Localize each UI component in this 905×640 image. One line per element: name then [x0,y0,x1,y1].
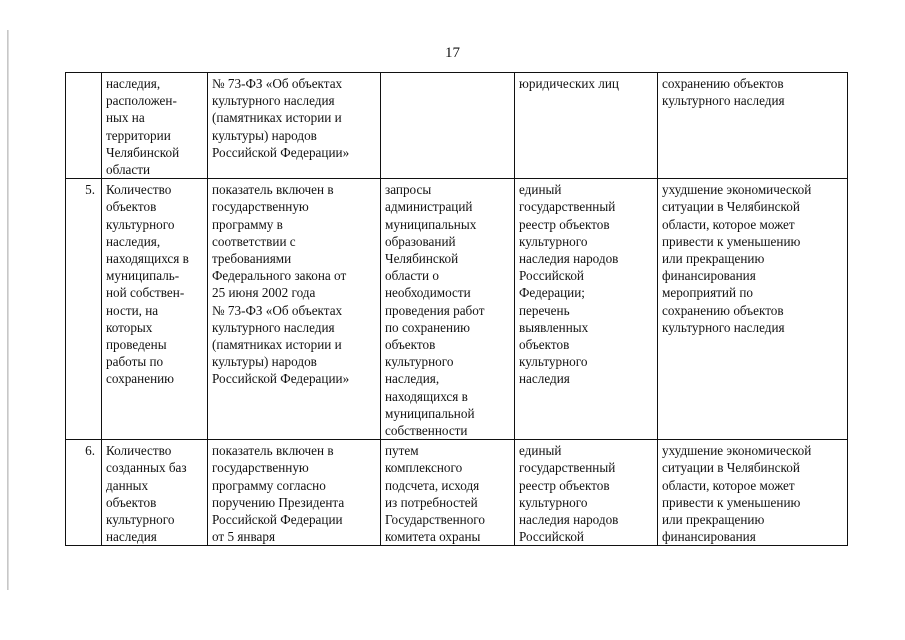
cell-text-line: комитета охраны [385,529,481,545]
cell-text-line: мероприятий по [662,285,753,301]
cell-text-line: Российской Федерации [212,512,343,528]
cell-text-line: показатель включен в [212,182,334,198]
cell-text-line: объектов [106,199,157,215]
cell-text-line: культурного [385,354,454,370]
indicator-name-cell [102,179,208,440]
cell-text-line: ности, на [106,302,159,318]
cell-text-line: наследия, [106,76,161,91]
cell-text-line: № 73-ФЗ «Об объектах [212,302,343,318]
cell-text-line: подсчета, исходя [385,477,480,493]
cell-text-line: культурного [519,494,588,510]
cell-text-line: культурного наследия [212,319,335,335]
cell-text-line: наследия [519,371,570,387]
cell-text-line: культурного наследия [662,93,785,109]
cell-text-line: области о [385,268,439,284]
cell-text-line: государственный [519,460,616,476]
calculation-method-cell [381,179,515,440]
cell-text-line: собственности [385,423,468,439]
cell-text-line: которых [106,319,153,335]
data-source-cell [515,73,658,179]
data-source-cell [515,179,658,440]
cell-text-line: перечень [519,302,570,318]
table-row [66,73,848,179]
cell-text-line: объектов [385,337,436,353]
cell-text-line: комплексного [385,460,463,476]
cell-text-line: Федерации; [519,285,585,301]
cell-text-line: области, которое может [662,477,795,493]
cell-text-line: привести к уменьшению [662,494,801,510]
cell-text-line: проведены [106,337,167,353]
cell-text-line: соответствии с [212,233,296,249]
legal-basis-cell [208,179,381,440]
cell-text-line: требованиями [212,251,292,267]
cell-text-line: (памятниках истории и [212,337,342,353]
cell-text-line: культурного [519,354,588,370]
cell-text-line: 25 июня 2002 года [212,285,316,301]
cell-text-line: муниципальной [385,405,475,421]
page-number: 17 [445,45,460,61]
cell-text-line: привести к уменьшению [662,233,801,249]
cell-text-line: культуры) народов [212,354,317,370]
cell-text-line: Российской Федерации» [212,144,350,160]
cell-text-line: финансирования [662,529,756,545]
legal-basis-cell [208,73,381,179]
cell-text-line: наследия, [385,371,440,387]
cell-text-line: программу согласно [212,477,326,493]
table-body [66,73,848,546]
table-row [66,179,848,440]
indicator-name-cell [102,440,208,546]
cell-text-line: запросы [385,182,432,198]
risk-factor-cell [658,179,848,440]
cell-text-line: ной собствен- [106,285,185,301]
cell-text-line: (памятниках истории и [212,110,342,126]
cell-text-line: культурного [106,216,175,232]
cell-text-line: сохранению [106,371,175,387]
cell-text-line: культурного наследия [662,319,785,335]
cell-text-line: по сохранению [385,319,470,335]
cell-text-line: сохранению объектов [662,76,784,91]
indicators-table [65,72,848,546]
calculation-method-cell [381,73,515,179]
cell-text-line: Российской [519,529,584,545]
cell-text-line: наследия, [106,233,161,249]
cell-text-line: необходимости [385,285,471,301]
risk-factor-cell [658,73,848,179]
indicator-name-cell [102,73,208,179]
row-number-cell: 5. [66,179,102,440]
cell-text-line: программу в [212,216,283,232]
cell-text-line: проведения работ [385,302,485,318]
cell-text-line: находящихся в [106,251,189,267]
cell-text-line: показатель включен в [212,443,334,459]
cell-text-line: поручению Президента [212,494,345,510]
cell-text-line: сохранению объектов [662,302,784,318]
cell-text-line: Российской Федерации» [212,371,350,387]
cell-text-line: или прекращению [662,512,765,528]
cell-text-line: финансирования [662,268,756,284]
cell-text-line: администраций [385,199,473,215]
row-number-cell: 6. [66,440,102,546]
risk-factor-cell [658,440,848,546]
cell-text-line: созданных баз [106,460,187,476]
cell-text-line: Государственного [385,512,485,528]
cell-text-line: ситуации в Челябинской [662,199,800,215]
cell-text-line: наследия [106,529,157,545]
cell-text-line: № 73-ФЗ «Об объектах [212,76,343,91]
data-source-cell [515,440,658,546]
cell-text-line: ухудшение экономической [662,182,812,198]
cell-text-line: выявленных [519,319,589,335]
table-row [66,440,848,546]
cell-text-line: единый [519,182,562,198]
cell-text-line: путем [385,443,419,459]
cell-text-line: ухудшение экономической [662,443,812,459]
cell-text-line: государственную [212,199,309,215]
cell-text-line: юридических лиц [519,76,619,91]
cell-text-line: наследия народов [519,512,619,528]
cell-text-line: государственный [519,199,616,215]
cell-text-line: образований [385,233,456,249]
cell-text-line: Челябинской [106,144,180,160]
cell-text-line: государственную [212,460,309,476]
scan-edge-shadow [7,30,9,590]
cell-text-line: единый [519,443,562,459]
cell-text-line: Челябинской [385,251,459,267]
cell-text-line: муниципаль- [106,268,180,284]
cell-text-line: работы по [106,354,164,370]
legal-basis-cell [208,440,381,546]
cell-text-line: ситуации в Челябинской [662,460,800,476]
calculation-method-cell [381,440,515,546]
cell-text-line: наследия народов [519,251,619,267]
cell-text-line: Российской [519,268,584,284]
cell-text-line: объектов [106,494,157,510]
cell-text-line: ных на [106,110,145,126]
cell-text-line: объектов [519,337,570,353]
cell-text-line: территории [106,127,171,143]
cell-text-line: Федерального закона от [212,268,347,284]
cell-text-line: расположен- [106,93,177,109]
cell-text-line: области, которое может [662,216,795,232]
cell-text-line: данных [106,477,149,493]
cell-text-line: из потребностей [385,494,478,510]
cell-text-line: от 5 января [212,529,276,545]
cell-text-line: культурного [106,512,175,528]
row-number-cell [66,73,102,179]
cell-text-line: культурного наследия [212,93,335,109]
cell-text-line: реестр объектов [519,477,610,493]
cell-text-line: или прекращению [662,251,765,267]
cell-text-line: области [106,162,151,178]
cell-text-line: Количество [106,182,172,198]
cell-text-line: находящихся в [385,388,468,404]
cell-text-line: культуры) народов [212,127,317,143]
cell-text-line: реестр объектов [519,216,610,232]
cell-text-line: муниципальных [385,216,477,232]
cell-text-line: культурного [519,233,588,249]
cell-text-line: Количество [106,443,172,459]
